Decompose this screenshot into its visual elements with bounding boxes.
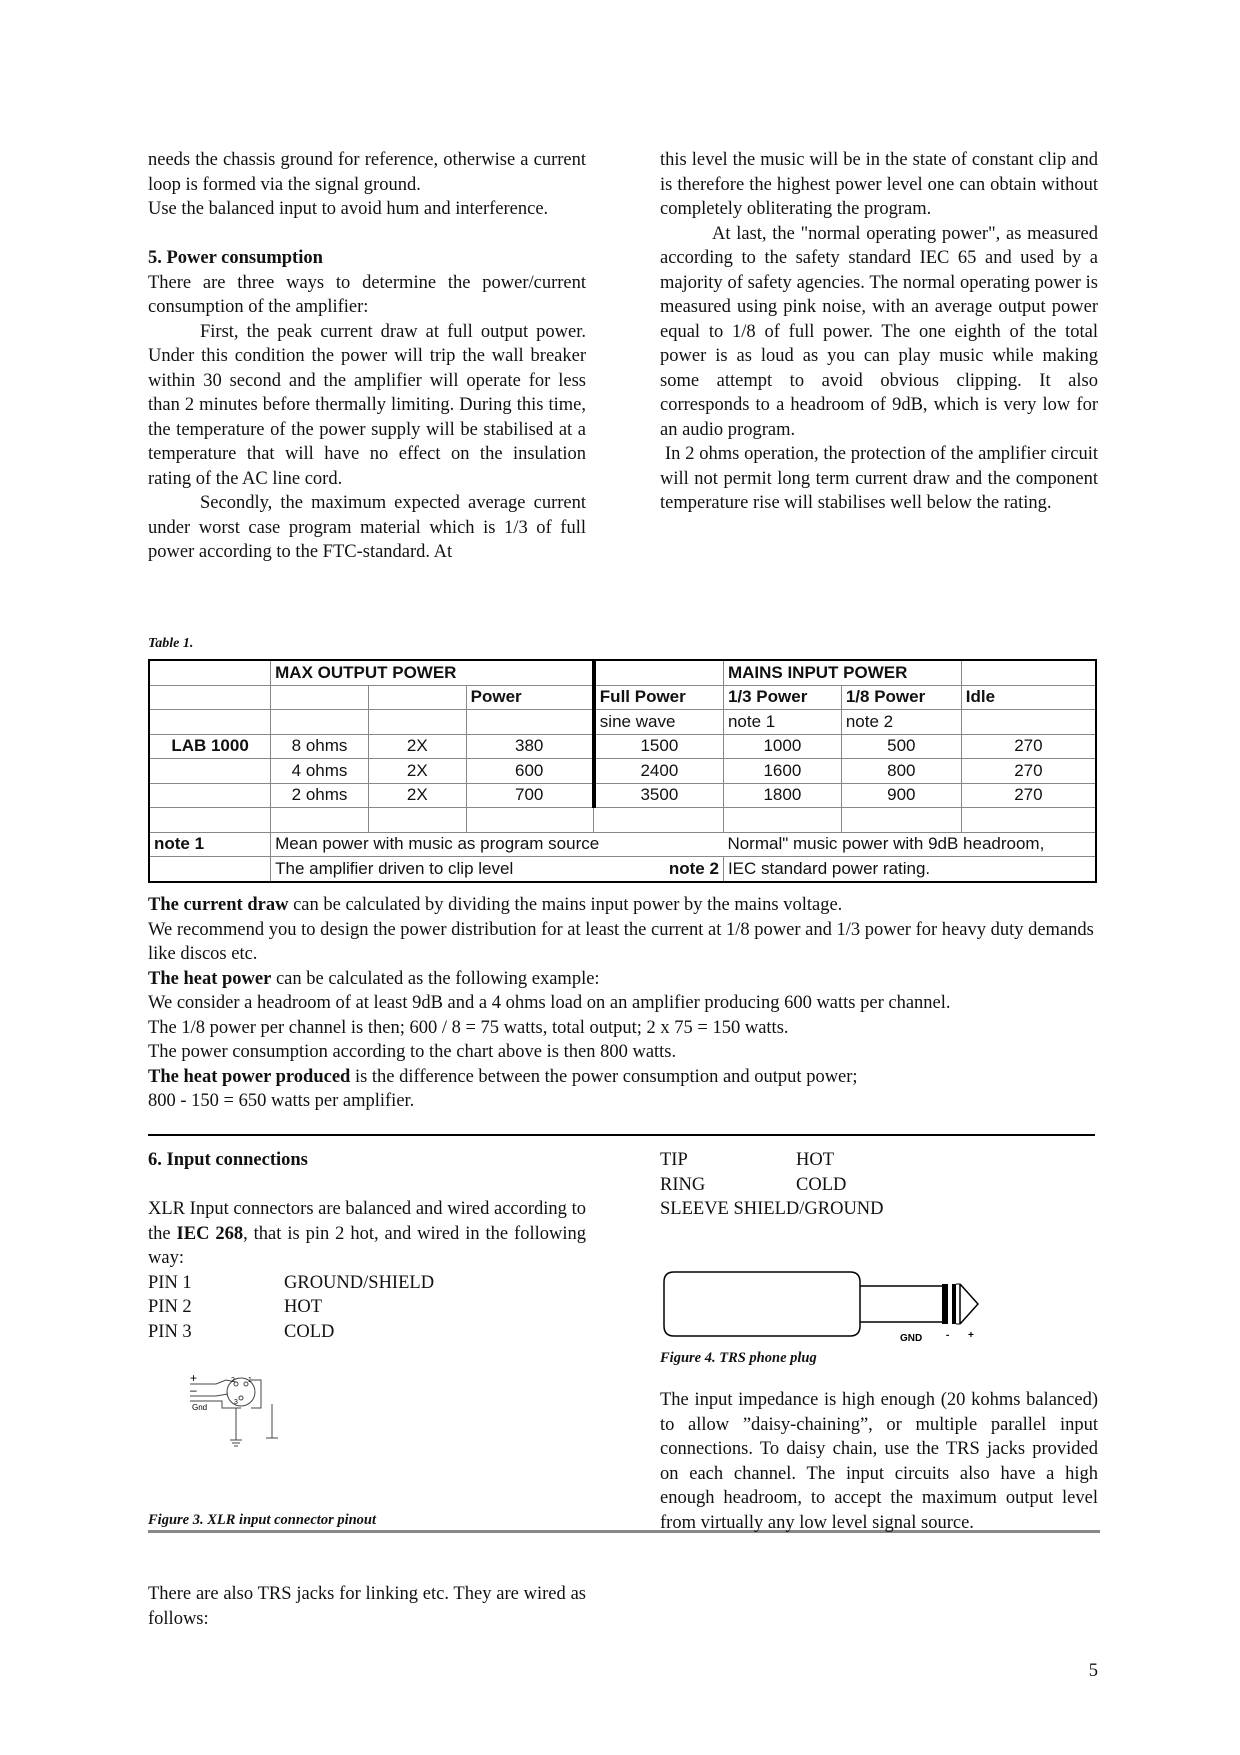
trs-intro: There are also TRS jacks for linking etc. They are wired as follows:: [148, 1584, 586, 1629]
trs-sleeve: SLEEVE SHIELD/GROUND: [660, 1199, 884, 1219]
s5-paragraph-2: First, the peak current draw at full output power. Under this condition the power will trip the wall breaker within 30 second and the amplifier will operate for less than 2 minutes before thermally limiting. During this time, the temperature of the power supply will be stabilised at a temperature that will have no effect on the insulation rating of the AC line cord.: [148, 321, 586, 489]
heat-power-bold: The heat power: [148, 968, 272, 989]
table-caption: Table 1.: [148, 636, 194, 651]
col-idle: Idle: [961, 685, 1096, 710]
eighth-text: The 1/8 power per channel is then; 600 / 8 = 75 watts, total output; 2 x 75 = 150 watts.: [148, 1017, 789, 1038]
trs-row: RING COLD: [660, 1174, 847, 1195]
sub-full: sine wave: [594, 710, 724, 735]
sub-third: note 1: [723, 710, 841, 735]
svg-text:1: 1: [248, 1377, 252, 1384]
figure-4-caption: Figure 4. TRS phone plug: [660, 1350, 817, 1366]
model-cell: LAB 1000: [149, 734, 271, 759]
section-divider: [148, 1134, 1095, 1136]
table-row: [149, 857, 1096, 882]
col-power: Power: [466, 685, 594, 710]
table-row: [149, 660, 1096, 685]
table-row: [149, 808, 1096, 833]
col-third: 1/3 Power: [723, 685, 841, 710]
section-6-title: 6. Input connections: [148, 1150, 308, 1170]
plug-minus-label: -: [946, 1330, 950, 1341]
rc-paragraph-3: In 2 ohms operation, the protection of the amplifier circuit will not permit long term current draw and the component temperature rise will stabilises well below the rating.: [660, 444, 1098, 513]
table-row: 2 ohms 2X 700 3500 1800 900 270: [149, 783, 1096, 808]
consumption-text: The power consumption according to the chart above is then 800 watts.: [148, 1042, 677, 1062]
result-text: 800 - 150 = 650 watts per amplifier.: [148, 1091, 415, 1111]
left-column: [148, 148, 586, 565]
xlr-gnd: Gnd: [192, 1403, 208, 1412]
xlr-plus: +: [190, 1371, 198, 1385]
section6-right: [660, 1148, 1098, 1222]
pin-row: PIN 2 HOT: [148, 1297, 323, 1317]
xlr-connector-diagram: [186, 1370, 286, 1470]
recommend-text: We recommend you to design the power distribution for at least the current at 1/8 power and 1/3 power for heavy duty demands like discos etc.: [148, 919, 1094, 964]
rc-paragraph-1: this level the music will be in the state of constant clip and is therefore the highest power level one can obtain without completely obliterating the program.: [660, 150, 1098, 219]
note2-cont: IEC standard power rating.: [723, 857, 1096, 882]
svg-text:2: 2: [231, 1377, 235, 1384]
power-table: [148, 659, 1097, 883]
trs-row: TIP HOT: [660, 1150, 835, 1170]
section6-left: [148, 1148, 586, 1344]
table-row: [149, 685, 1096, 710]
note2-text: Normal" music power with 9dB headroom,: [723, 832, 1096, 857]
note1-label: note 1: [149, 832, 271, 857]
trs-plug-diagram: [660, 1270, 1040, 1350]
pin-row: PIN 1 GROUND/SHIELD: [148, 1272, 435, 1293]
current-draw-bold: The current draw: [148, 895, 289, 915]
rc-paragraph-2: At last, the "normal operating power", as measured according to the safety standard IEC 65 and used by a majority of safety agencies. The normal operating power is measured using pink noise, with an average output power equal to 1/8 of full power. The one eighth of the total power is as loud as you can play music while making some attempt to avoid obvious clipping. It also corresponds to a headroom of 9dB, which is very low for an audio program.: [660, 223, 1098, 440]
heat-produced-bold: The heat power produced: [148, 1066, 351, 1087]
section-5-title: 5. Power consumption: [148, 248, 323, 268]
note2-label: note 2: [594, 857, 724, 882]
table-row: [149, 710, 1096, 735]
current-draw-block: The current draw can be calculated by dividing the mains input power by the mains voltage. We recommend you to design the power distribution for at least the current at 1/8 power and 1/3 power for heavy duty demands like discos etc. The heat power can be calculated as the following example: We consider a headroom of at least 9dB and a 4 ohms load on an amplifier producing 600 watts per channel. The 1/8 power per channel is then; 600 / 8 = 75 watts, total output; 2 x 75 = 150 watts. The power consumption according to the chart above is then 800 watts. The heat power produced is the difference between the power consumption and output power; 800 - 150 = 650 watts per amplifier.: [148, 893, 1098, 1114]
consider-text: We consider a headroom of at least 9dB and a 4 ohms load on an amplifier producing 600 watts per channel.: [148, 993, 951, 1013]
note1-text: Mean power with music as program source: [271, 832, 724, 857]
impedance-paragraph: The input impedance is high enough (20 kohms balanced) to allow ”daisy-chaining”, or multiple parallel input connections. To daisy chain, use the TRS jacks provided on each channel. The input circuits also have a high enough headroom, to accept the maximum output level from virtually any low level signal source.: [660, 1390, 1098, 1533]
note1-cont: The amplifier driven to clip level: [271, 857, 594, 882]
table-row: LAB 1000 8 ohms 2X 380 1500 1000 500 270: [149, 734, 1096, 759]
s5-paragraph-3: Secondly, the maximum expected average current under worst case program material which is 1/3 of full power according to the FTC-standard. At: [148, 493, 586, 562]
right-column: [660, 148, 1098, 516]
xlr-paragraph: XLR Input connectors are balanced and wired according to the IEC 268, that is pin 2 hot, and wired in the following way:: [148, 1199, 586, 1268]
max-output-header: MAX OUTPUT POWER: [271, 660, 594, 685]
plug-gnd-label: GND: [900, 1333, 923, 1344]
figure-3-caption: Figure 3. XLR input connector pinout: [148, 1512, 377, 1528]
intro-paragraph-2: Use the balanced input to avoid hum and interference.: [148, 199, 549, 219]
s5-paragraph-1: There are three ways to determine the power/current consumption of the amplifier:: [148, 272, 586, 317]
plug-plus-label: +: [968, 1330, 974, 1341]
page-number: 5: [1088, 1661, 1098, 1681]
mains-input-header: MAINS INPUT POWER: [723, 660, 961, 685]
intro-paragraph: needs the chassis ground for reference, otherwise a current loop is formed via the signal ground.: [148, 150, 586, 195]
sub-eighth: note 2: [841, 710, 961, 735]
pin-row: PIN 3 COLD: [148, 1321, 335, 1342]
xlr-minus: –: [190, 1383, 197, 1397]
table-row: 4 ohms 2X 600 2400 1600 800 270: [149, 759, 1096, 784]
col-eighth: 1/8 Power: [841, 685, 961, 710]
table-row: [149, 832, 1096, 857]
col-full: Full Power: [594, 685, 724, 710]
svg-text:3: 3: [234, 1399, 238, 1406]
